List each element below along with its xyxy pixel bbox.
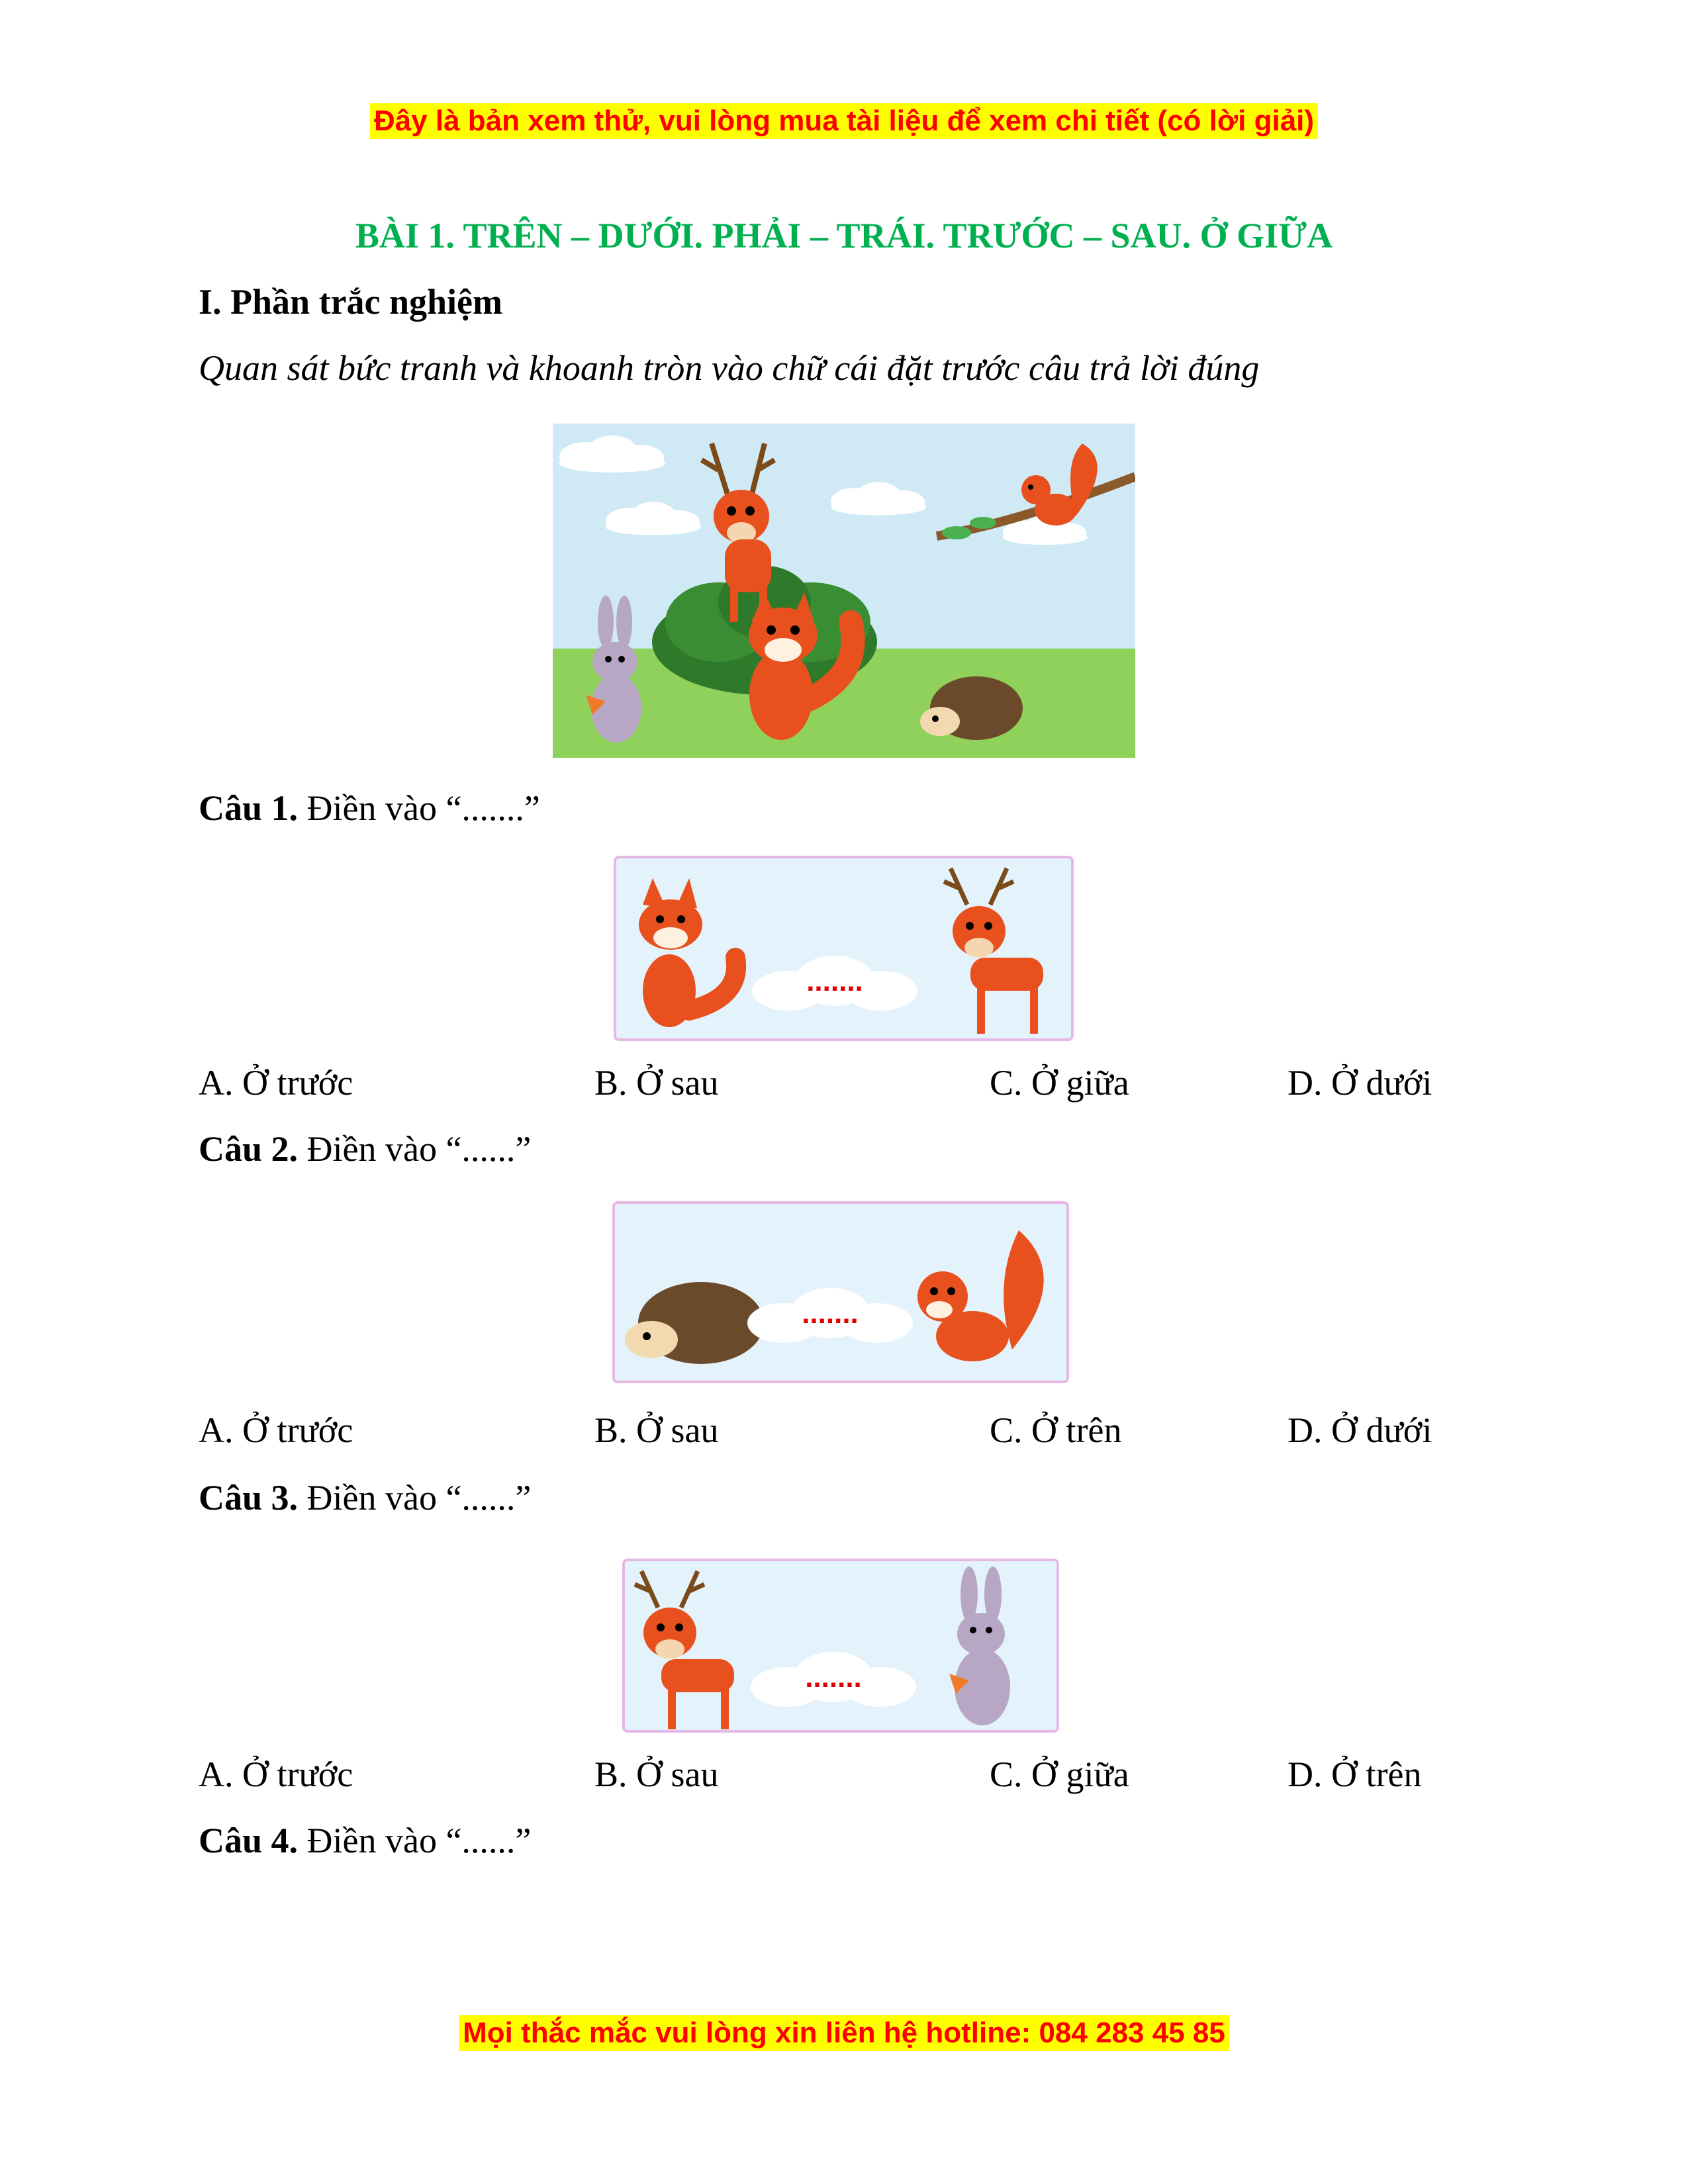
blank-dots: ....... <box>806 965 863 997</box>
question-number: Câu 3. <box>199 1478 299 1518</box>
question-prompt: Điền vào “......” <box>306 1821 532 1860</box>
deer-icon <box>944 868 1043 1034</box>
instruction: Quan sát bức tranh và khoanh tròn vào chữ cái đặt trước câu trả lời đúng <box>199 348 1260 388</box>
question-number: Câu 4. <box>199 1821 299 1860</box>
option-d[interactable]: D. Ở dưới <box>1288 1063 1432 1103</box>
option-c[interactable]: C. Ở trên <box>990 1410 1122 1450</box>
option-c[interactable]: C. Ở giữa <box>990 1063 1129 1103</box>
hedgehog-icon <box>625 1282 764 1364</box>
question-1 <box>199 788 540 829</box>
question-number: Câu 2. <box>199 1129 299 1169</box>
lesson-title: BÀI 1. TRÊN – DƯỚI. PHẢI – TRÁI. TRƯỚC – SAU. Ở GIỮA <box>355 216 1333 255</box>
preview-banner: Đây là bản xem thử, vui lòng mua tài liệu để xem chi tiết (có lời giải) <box>370 103 1318 139</box>
option-a[interactable]: A. Ở trước <box>199 1063 353 1103</box>
deer-icon <box>635 1571 734 1729</box>
blank-dots: ....... <box>802 1297 859 1330</box>
question-prompt: Điền vào “......” <box>306 1129 532 1169</box>
scene-illustration <box>553 424 1135 758</box>
section-title: I. Phần trắc nghiệm <box>199 282 502 322</box>
option-b[interactable]: B. Ở sau <box>594 1754 719 1794</box>
option-d[interactable]: D. Ở trên <box>1288 1754 1422 1794</box>
option-a[interactable]: A. Ở trước <box>199 1410 353 1450</box>
option-b[interactable]: B. Ở sau <box>594 1410 719 1450</box>
squirrel-icon <box>917 1230 1044 1361</box>
option-a[interactable]: A. Ở trước <box>199 1754 353 1794</box>
question-2-image <box>612 1201 1069 1383</box>
question-2 <box>199 1128 531 1169</box>
question-1-image <box>614 856 1074 1041</box>
option-c[interactable]: C. Ở giữa <box>990 1754 1129 1794</box>
option-d[interactable]: D. Ở dưới <box>1288 1410 1432 1450</box>
question-3 <box>199 1477 531 1518</box>
fox-icon <box>639 878 736 1027</box>
question-3-image <box>622 1559 1059 1733</box>
question-prompt: Điền vào “......” <box>306 1478 532 1518</box>
question-prompt: Điền vào “.......” <box>306 788 540 828</box>
question-number: Câu 1. <box>199 788 299 828</box>
rabbit-icon <box>949 1567 1010 1725</box>
blank-dots: ....... <box>805 1661 862 1694</box>
hotline-banner: Mọi thắc mắc vui lòng xin liên hệ hotline: 084 283 45 85 <box>459 2015 1229 2051</box>
question-4 <box>199 1820 531 1861</box>
option-b[interactable]: B. Ở sau <box>594 1063 719 1103</box>
